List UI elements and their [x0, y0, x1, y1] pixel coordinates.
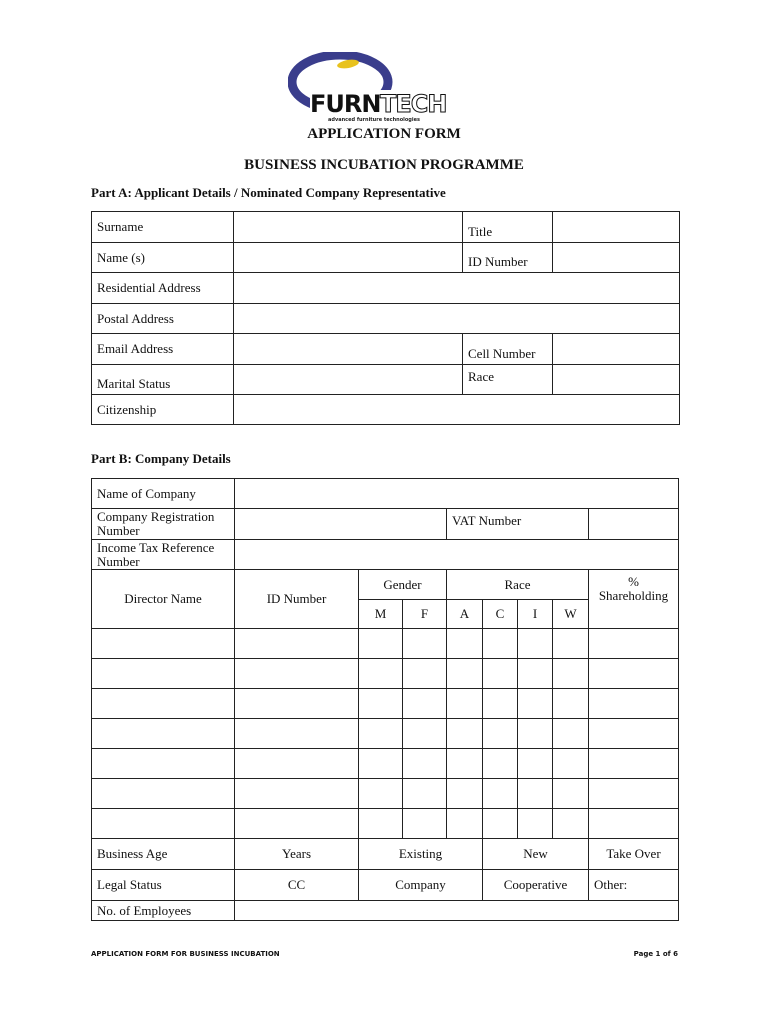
director-row — [92, 689, 679, 719]
vat-number-field[interactable] — [589, 509, 679, 540]
race-a-cell[interactable] — [447, 659, 483, 689]
race-a-cell[interactable] — [447, 629, 483, 659]
business-age-take-over-option[interactable]: Take Over — [589, 839, 679, 870]
cell-number-field[interactable] — [553, 334, 680, 365]
no-of-employees-field[interactable] — [235, 901, 679, 921]
director-name-cell[interactable] — [92, 659, 235, 689]
names-field[interactable] — [234, 243, 463, 273]
business-age-years-option[interactable]: Years — [235, 839, 359, 870]
gender-f-cell[interactable] — [403, 659, 447, 689]
gender-f-cell[interactable] — [403, 749, 447, 779]
director-row — [92, 659, 679, 689]
race-a-cell[interactable] — [447, 689, 483, 719]
director-id-number-cell[interactable] — [235, 659, 359, 689]
director-name-cell[interactable] — [92, 779, 235, 809]
race-c-cell[interactable] — [483, 689, 518, 719]
director-row — [92, 779, 679, 809]
id-number-field[interactable] — [553, 243, 680, 273]
race-a-cell[interactable] — [447, 779, 483, 809]
business-age-new-option[interactable]: New — [483, 839, 589, 870]
race-a-cell[interactable] — [447, 719, 483, 749]
race-i-header: I — [518, 600, 553, 629]
race-c-header: C — [483, 600, 518, 629]
no-of-employees-label: No. of Employees — [92, 901, 235, 921]
race-w-header: W — [553, 600, 589, 629]
gender-m-cell[interactable] — [359, 749, 403, 779]
legal-status-label: Legal Status — [92, 870, 235, 901]
income-tax-reference-field[interactable] — [235, 540, 679, 570]
race-i-cell[interactable] — [518, 749, 553, 779]
shareholding-cell[interactable] — [589, 749, 679, 779]
gender-f-cell[interactable] — [403, 719, 447, 749]
race-i-cell[interactable] — [518, 629, 553, 659]
race-c-cell[interactable] — [483, 629, 518, 659]
race-c-cell[interactable] — [483, 719, 518, 749]
race-i-cell[interactable] — [518, 719, 553, 749]
shareholding-cell[interactable] — [589, 689, 679, 719]
citizenship-field[interactable] — [234, 395, 680, 425]
part-a-heading: Part A: Applicant Details / Nominated Company Representative — [91, 185, 446, 200]
vat-number-label: VAT Number — [447, 509, 589, 540]
race-w-cell[interactable] — [553, 749, 589, 779]
race-a-cell[interactable] — [447, 809, 483, 839]
svg-text:advanced furniture technologie: advanced furniture technologies — [328, 117, 420, 123]
email-address-label: Email Address — [92, 334, 234, 365]
company-registration-label: Company Registration Number — [92, 509, 235, 540]
legal-status-company-option[interactable]: Company — [359, 870, 483, 901]
footer-page-number: Page 1 of 6 — [633, 950, 678, 958]
postal-address-label: Postal Address — [92, 304, 234, 334]
furntech-logo-graphic — [288, 52, 453, 124]
business-age-existing-option[interactable]: Existing — [359, 839, 483, 870]
race-a-header: A — [447, 600, 483, 629]
income-tax-reference-label: Income Tax Reference Number — [92, 540, 235, 570]
svg-text:FURN: FURN — [310, 90, 381, 118]
marital-status-label: Marital Status — [92, 365, 234, 395]
postal-address-field[interactable] — [234, 304, 680, 334]
footer-left: APPLICATION FORM FOR BUSINESS INCUBATION — [91, 950, 280, 958]
race-c-cell[interactable] — [483, 779, 518, 809]
gender-m-cell[interactable] — [359, 719, 403, 749]
director-id-number-cell[interactable] — [235, 689, 359, 719]
director-name-header: Director Name — [92, 570, 235, 629]
race-w-cell[interactable] — [553, 779, 589, 809]
svg-text:TECH: TECH — [380, 90, 447, 118]
residential-address-label: Residential Address — [92, 273, 234, 304]
director-id-number-cell[interactable] — [235, 629, 359, 659]
race-w-cell[interactable] — [553, 809, 589, 839]
id-number-label: ID Number — [463, 243, 553, 273]
director-name-cell[interactable] — [92, 689, 235, 719]
race-w-cell[interactable] — [553, 629, 589, 659]
names-label: Name (s) — [92, 243, 234, 273]
cell-number-label: Cell Number — [463, 334, 553, 365]
marital-status-field[interactable] — [234, 365, 463, 395]
director-row — [92, 749, 679, 779]
director-id-number-header: ID Number — [235, 570, 359, 629]
director-name-cell[interactable] — [92, 629, 235, 659]
company-details-table — [91, 478, 679, 921]
director-row — [92, 719, 679, 749]
gender-f-cell[interactable] — [403, 809, 447, 839]
gender-f-cell[interactable] — [403, 629, 447, 659]
shareholding-cell[interactable] — [589, 779, 679, 809]
gender-f-header: F — [403, 600, 447, 629]
gender-m-header: M — [359, 600, 403, 629]
shareholding-cell[interactable] — [589, 719, 679, 749]
gender-m-cell[interactable] — [359, 809, 403, 839]
director-row — [92, 809, 679, 839]
surname-field[interactable] — [234, 212, 463, 243]
part-b-heading: Part B: Company Details — [91, 451, 231, 466]
company-registration-field[interactable] — [235, 509, 447, 540]
director-row — [92, 629, 679, 659]
race-c-cell[interactable] — [483, 659, 518, 689]
legal-status-cc-option[interactable]: CC — [235, 870, 359, 901]
title-label: Title — [463, 212, 553, 243]
surname-label: Surname — [92, 212, 234, 243]
race-w-cell[interactable] — [553, 659, 589, 689]
title-field[interactable] — [553, 212, 680, 243]
gender-m-cell[interactable] — [359, 659, 403, 689]
business-age-label: Business Age — [92, 839, 235, 870]
gender-m-cell[interactable] — [359, 629, 403, 659]
legal-status-other-option[interactable]: Other: — [589, 870, 679, 901]
applicant-details-table — [91, 211, 680, 425]
director-id-number-cell[interactable] — [235, 809, 359, 839]
race-header: Race — [447, 570, 589, 600]
form-title: APPLICATION FORM — [307, 126, 461, 142]
form-subtitle: BUSINESS INCUBATION PROGRAMME — [244, 157, 524, 173]
shareholding-cell[interactable] — [589, 809, 679, 839]
shareholding-cell[interactable] — [589, 629, 679, 659]
director-id-number-cell[interactable] — [235, 749, 359, 779]
race-a-cell[interactable] — [447, 749, 483, 779]
gender-f-cell[interactable] — [403, 689, 447, 719]
legal-status-cooperative-option[interactable]: Cooperative — [483, 870, 589, 901]
race-c-cell[interactable] — [483, 809, 518, 839]
director-id-number-cell[interactable] — [235, 719, 359, 749]
gender-m-cell[interactable] — [359, 779, 403, 809]
email-address-field[interactable] — [234, 334, 463, 365]
race-w-cell[interactable] — [553, 689, 589, 719]
director-name-cell[interactable] — [92, 719, 235, 749]
residential-address-field[interactable] — [234, 273, 680, 304]
gender-f-cell[interactable] — [403, 779, 447, 809]
shareholding-cell[interactable] — [589, 659, 679, 689]
director-name-cell[interactable] — [92, 809, 235, 839]
citizenship-label: Citizenship — [92, 395, 234, 425]
race-i-cell[interactable] — [518, 779, 553, 809]
race-i-cell[interactable] — [518, 689, 553, 719]
director-id-number-cell[interactable] — [235, 779, 359, 809]
race-w-cell[interactable] — [553, 719, 589, 749]
race-i-cell[interactable] — [518, 809, 553, 839]
race-c-cell[interactable] — [483, 749, 518, 779]
name-of-company-label: Name of Company — [92, 479, 235, 509]
race-label: Race — [463, 365, 553, 395]
name-of-company-field[interactable] — [235, 479, 679, 509]
race-i-cell[interactable] — [518, 659, 553, 689]
gender-m-cell[interactable] — [359, 689, 403, 719]
director-name-cell[interactable] — [92, 749, 235, 779]
gender-header: Gender — [359, 570, 447, 600]
race-field[interactable] — [553, 365, 680, 395]
furntech-logo — [288, 52, 453, 124]
shareholding-header: % Shareholding — [589, 570, 679, 629]
